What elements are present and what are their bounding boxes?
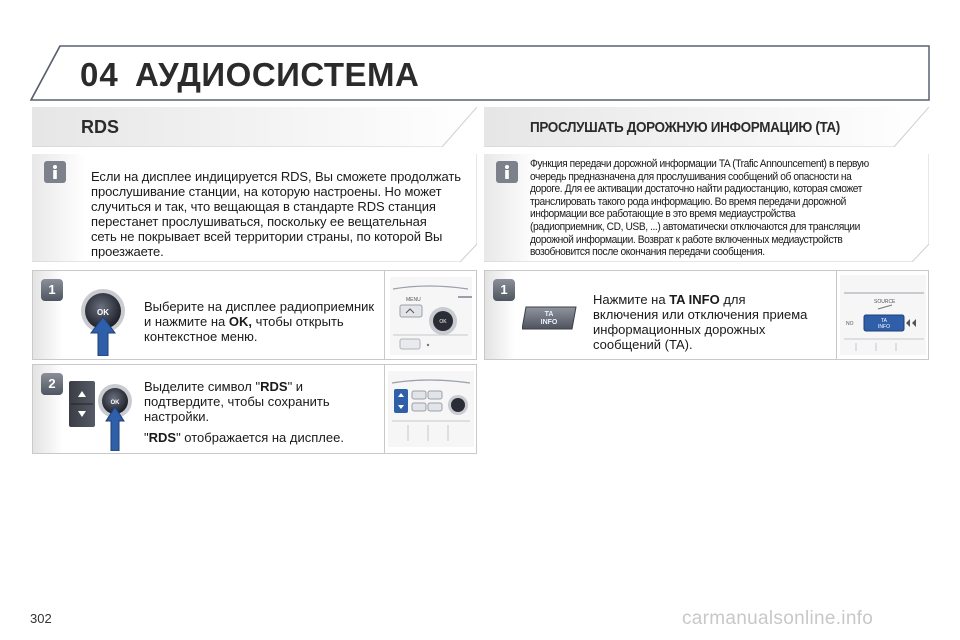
panel-source-label: SOURCE (874, 299, 896, 305)
ta-title-bar (484, 107, 929, 147)
rds-step-2 (32, 364, 477, 454)
ta-button-line1: TA (544, 311, 554, 318)
ta-step-1 (484, 270, 929, 360)
rds-info-text: Если на дисплее индицируется RDS, Вы сможете продолжать прослушивание станции, на которую настроены. Но может случиться и так, что вещающая в стандарте RDS станция перестанет прослушиваться, поскольку ее вещательная сеть не покрывает всей территории страны, по которой Вы проезжаете. (91, 169, 461, 259)
panel-no-label: NO (846, 321, 854, 327)
rds-title-bar (32, 107, 477, 147)
info-icon (44, 161, 66, 183)
step-number-badge: 1 (41, 279, 63, 301)
info-icon (496, 161, 518, 183)
ta-step-1-text: Нажмите на TA INFO для включения или отключения приема информационных дорожных сообщений (TA). (593, 292, 808, 352)
ta-info-button-icon (522, 305, 578, 331)
step-number-badge: 2 (41, 373, 63, 395)
radio-panel-menu-illustration (388, 275, 474, 357)
ta-button-line2: INFO (540, 319, 558, 326)
radio-panel-illustration (388, 371, 474, 447)
section-title-rds: RDS (81, 117, 120, 137)
ok-knob-icon (77, 281, 129, 356)
rds-step-1 (32, 270, 477, 360)
knob-ok-label: OK (97, 308, 109, 317)
rds-info-box (32, 154, 477, 262)
page-number: 302 (30, 611, 52, 626)
rds-step-2-text: Выделите символ "RDS" и подтвердите, чтобы сохранить настройки. "RDS" отображается на дисплее. (144, 379, 344, 445)
svg-text:INFO: INFO (878, 324, 890, 330)
panel-ok-label: OK (439, 319, 447, 325)
chapter-number: 04 (80, 56, 119, 93)
watermark: carmanualsonline.info (682, 608, 874, 629)
radio-panel-ta-illustration (840, 275, 926, 355)
chapter-title: АУДИОСИСТЕМА (135, 56, 420, 93)
section-title-ta: ПРОСЛУШАТЬ ДОРОЖНУЮ ИНФОРМАЦИЮ (TA) (530, 119, 840, 136)
rds-step-1-text: Выберите на дисплее радиоприемник и нажмите на OK, чтобы открыть контекстное меню. (144, 299, 375, 344)
panel-menu-label: MENU (406, 297, 421, 303)
svg-text:TA: TA (880, 318, 888, 324)
select-arrows-and-ok-knob-icon (69, 381, 135, 451)
ta-info-box (484, 154, 929, 262)
step-number-badge: 1 (493, 279, 515, 301)
knob-ok-label: OK (110, 400, 120, 406)
ta-info-text: Функция передачи дорожной информации TA (Trafic Announcement) в первую очередь предназначена для прослушивания сообщений об опасности на дороге. Для ее активации достаточно найти радиостанцию, которая сможет транслировать такого рода информацию. Во время передачи дорожной информации все работающие в это время медиаустройства (радиоприемник, CD, USB, ...) автоматически отключаются для трансляции дорожной информации. Возврат к работе включенных медиаустройств возобновится после окончания передачи сообщения. (530, 158, 869, 259)
